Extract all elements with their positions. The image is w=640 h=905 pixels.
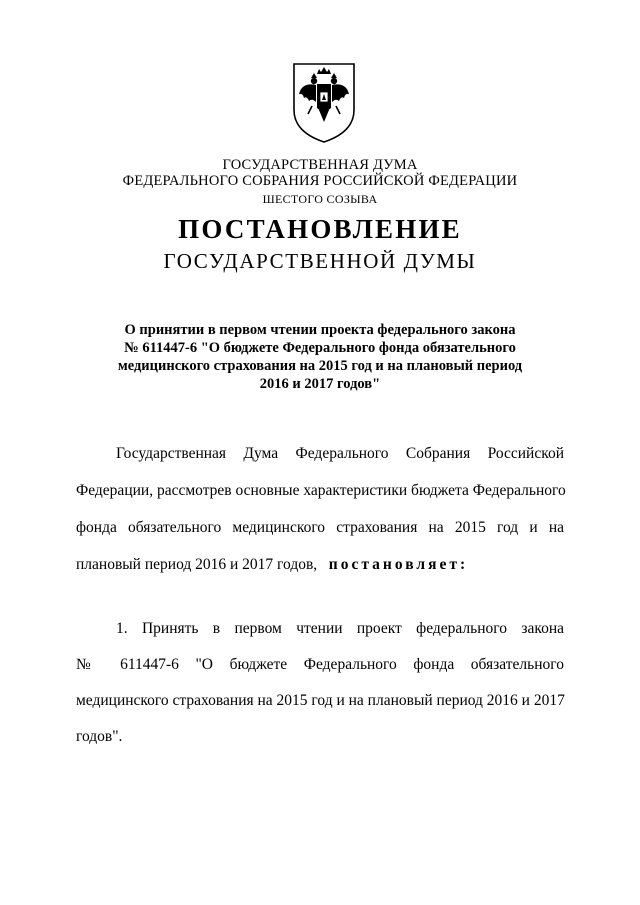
header-line-duma: ГОСУДАРСТВЕННАЯ ДУМА	[222, 157, 418, 173]
decides-word: постановляет:	[328, 556, 469, 573]
header-line-convocation: ШЕСТОГО СОЗЫВА	[262, 192, 378, 206]
subject-line: медицинского страхования на 2015 год и на плановый период	[117, 358, 523, 374]
item-1-line: медицинского страхования на 2015 год и на плановый период 2016 и 2017	[76, 692, 565, 709]
preamble-line: Государственная Дума Федерального Собрания Российской	[116, 445, 564, 462]
preamble-line-final	[76, 556, 564, 574]
subject-line: О принятии в первом чтении проекта федерального закона	[124, 322, 516, 338]
item-1-line: годов".	[76, 728, 123, 745]
document-issuer: ГОСУДАРСТВЕННОЙ ДУМЫ	[163, 249, 477, 273]
header-line-federal-assembly: ФЕДЕРАЛЬНОГО СОБРАНИЯ РОССИЙСКОЙ ФЕДЕРАЦИИ	[122, 173, 518, 189]
preamble-text: плановый период 2016 и 2017 годов,	[76, 556, 318, 573]
subject-line: № 611447-6 "О бюджете Федерального фонда обязательного	[124, 340, 516, 356]
document-type-title: ПОСТАНОВЛЕНИЕ	[178, 214, 462, 244]
item-1-line: 1. Принять в первом чтении проект федерального закона	[116, 620, 564, 637]
coat-of-arms-emblem	[290, 60, 358, 145]
preamble-line: Федерации, рассмотрев основные характеристики бюджета Федерального	[76, 482, 566, 499]
item-1-line: № 611447-6 "О бюджете Федерального фонда обязательного	[76, 656, 564, 673]
subject-line: 2016 и 2017 годов"	[259, 376, 381, 392]
document-subject	[100, 321, 540, 393]
preamble-line: фонда обязательного медицинского страхования на 2015 год и на	[76, 519, 564, 536]
